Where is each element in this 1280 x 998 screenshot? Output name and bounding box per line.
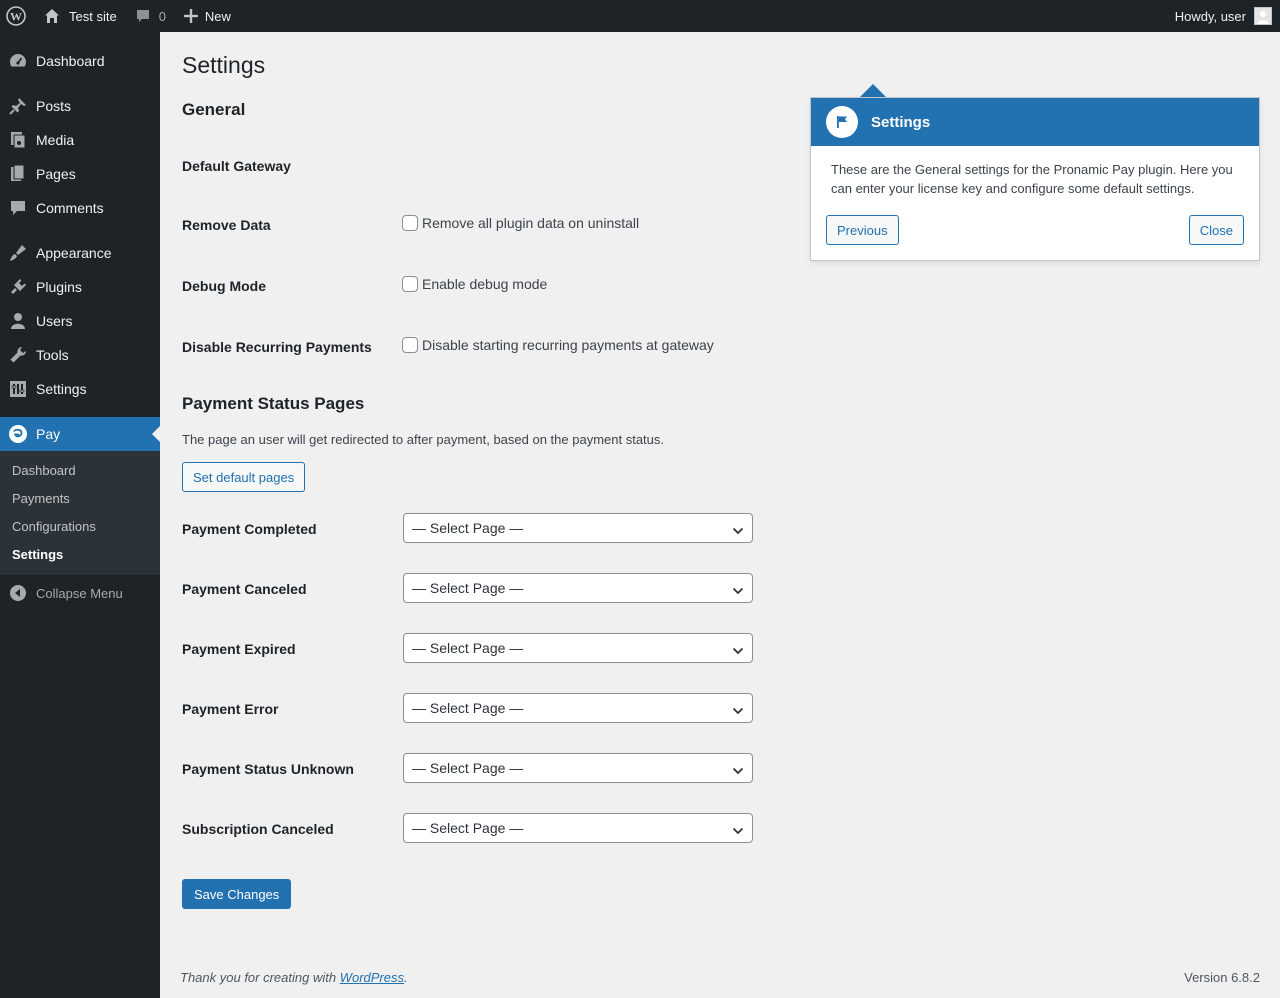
pay-submenu [0,451,160,575]
flag-icon [826,106,858,138]
pointer-title: Settings [871,113,931,131]
footer-thanks-text: Thank you for creating with [180,970,340,985]
remove-data-label: Remove Data [182,217,271,233]
recurring-payments-label: Disable Recurring Payments [182,339,372,355]
submenu-item-dashboard[interactable]: Dashboard [12,463,76,478]
remove-data-checkbox[interactable] [402,215,418,231]
howdy-greeting: Howdy, user [1174,8,1246,24]
avatar [1254,7,1272,25]
select-value: — Select Page — [412,820,524,836]
payment-status-heading: Payment Status Pages [182,394,365,413]
remove-data-option[interactable] [402,215,639,231]
save-changes-button[interactable]: Save Changes [182,879,291,909]
collapse-arrow-icon [0,584,36,602]
select-value: — Select Page — [412,580,524,596]
sidebar-item-dashboard[interactable]: Dashboard [0,44,160,78]
settings-sliders-icon [0,379,36,399]
collapse-menu-label: Collapse Menu [36,585,123,601]
sidebar-item-media[interactable]: Media [0,123,160,157]
site-name: Test site [69,8,117,24]
submenu-item-payments[interactable]: Payments [12,491,70,506]
wordpress-logo-icon[interactable] [0,0,35,32]
pointer-box [810,97,1260,261]
sidebar-item-comments[interactable]: Comments [0,191,160,225]
recurring-payments-checkbox-label: Disable starting recurring payments at gateway [422,337,714,353]
select-payment-error[interactable] [403,693,753,723]
status-label-expired: Payment Expired [182,641,296,657]
wrench-icon [0,345,36,365]
plus-icon [184,9,198,23]
sidebar-item-users[interactable]: Users [0,304,160,338]
comment-bubble-icon [135,8,151,24]
chevron-down-icon [732,643,744,659]
pronamic-pay-icon [0,424,36,444]
admin-bar [0,0,1280,32]
select-payment-canceled[interactable] [403,573,753,603]
pages-icon [0,164,36,184]
pointer-body: These are the General settings for the Pronamic Pay plugin. Here you can enter your license key and configure some default settings. [831,162,1233,196]
footer-thanks-suffix: . [404,970,408,985]
select-payment-expired[interactable] [403,633,753,663]
sidebar-item-appearance[interactable]: Appearance [0,236,160,270]
wordpress-link[interactable]: WordPress [339,970,404,985]
status-label-error: Payment Error [182,701,279,717]
select-payment-completed[interactable] [403,513,753,543]
dashboard-icon [0,51,36,71]
site-name-link[interactable] [35,0,125,32]
status-label-subscription-canceled: Subscription Canceled [182,821,334,837]
new-label: New [204,8,231,24]
debug-mode-checkbox-label: Enable debug mode [422,276,548,292]
select-value: — Select Page — [412,760,524,776]
pointer-header [811,98,1259,146]
new-content-link[interactable] [174,0,239,32]
set-default-pages-button[interactable]: Set default pages [182,462,305,492]
sidebar-item-plugins[interactable]: Plugins [0,270,160,304]
chevron-down-icon [732,703,744,719]
sidebar-item-settings[interactable]: Settings [0,372,160,406]
sidebar-item-tools[interactable]: Tools [0,338,160,372]
select-value: — Select Page — [412,520,524,536]
close-button[interactable]: Close [1189,215,1244,245]
collapse-menu-button[interactable] [0,579,160,607]
settings-pointer-tooltip [810,84,1260,261]
payment-status-description: The page an user will get redirected to after payment, based on the payment status. [182,432,665,447]
comments-count: 0 [158,8,166,24]
sidebar-item-posts[interactable]: Posts [0,89,160,123]
page-title: Settings [182,52,266,78]
comments-link[interactable] [125,0,174,32]
brush-icon [0,243,36,263]
select-value: — Select Page — [412,700,524,716]
previous-button[interactable]: Previous [826,215,899,245]
submenu-item-configurations[interactable]: Configurations [12,519,96,534]
general-heading: General [182,100,246,119]
svg-text:W: W [10,9,22,24]
account-menu[interactable] [1175,7,1280,25]
select-payment-unknown[interactable] [403,753,753,783]
chevron-down-icon [732,523,744,539]
default-gateway-label: Default Gateway [182,158,291,174]
chevron-down-icon [732,583,744,599]
sidebar-item-pay[interactable]: Pay [0,417,160,451]
media-icon [0,130,36,150]
comment-icon [0,198,36,218]
footer-version: Version 6.8.2 [1184,970,1260,985]
status-label-canceled: Payment Canceled [182,581,307,597]
status-label-unknown: Payment Status Unknown [182,761,354,777]
user-icon [0,311,36,331]
submenu-item-settings[interactable]: Settings [12,547,64,562]
debug-mode-checkbox[interactable] [402,276,418,292]
pushpin-icon [0,96,36,116]
pointer-arrow [860,84,886,97]
chevron-down-icon [732,823,744,839]
status-label-completed: Payment Completed [182,521,317,537]
select-value: — Select Page — [412,640,524,656]
footer-thanks [180,970,408,985]
debug-mode-option[interactable] [402,276,547,292]
admin-sidebar [0,32,160,998]
select-subscription-canceled[interactable] [403,813,753,843]
recurring-payments-option[interactable] [402,337,714,353]
plugin-icon [0,277,36,297]
remove-data-checkbox-label: Remove all plugin data on uninstall [422,215,640,231]
debug-mode-label: Debug Mode [182,278,266,294]
home-icon [43,7,61,25]
recurring-payments-checkbox[interactable] [402,337,418,353]
chevron-down-icon [732,763,744,779]
sidebar-item-pages[interactable]: Pages [0,157,160,191]
